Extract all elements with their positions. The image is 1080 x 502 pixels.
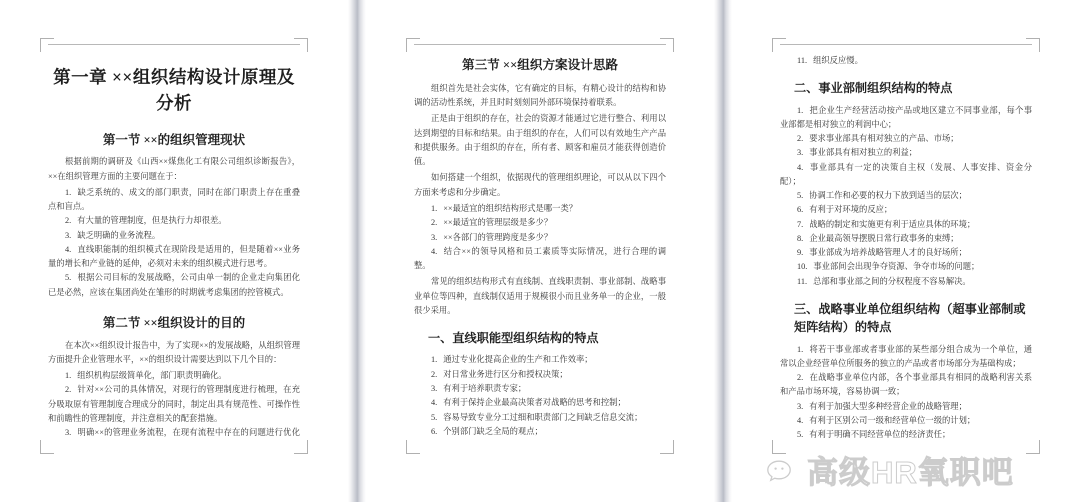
list-item-number: 4. bbox=[65, 244, 72, 254]
list-item-number: 5. bbox=[797, 191, 804, 201]
list-item bbox=[414, 396, 666, 410]
page-2-corner-top-left bbox=[406, 38, 420, 52]
list-item-text: 组织反应慢。 bbox=[813, 56, 863, 65]
list-item-text: 有利于培养职责专家； bbox=[443, 383, 527, 393]
list-item-number: 4. bbox=[797, 162, 804, 172]
list-item-text: 结合××的领导风格和员工素质等实际情况，进行合理的调整。 bbox=[414, 246, 666, 271]
page-gap-2 bbox=[714, 0, 732, 502]
numbered-list bbox=[48, 369, 300, 440]
list-item-number: 3. bbox=[431, 232, 438, 242]
list-item-number: 2. bbox=[797, 134, 804, 144]
list-item-number: 2. bbox=[797, 373, 804, 383]
list-item-text: 有利于保持企业最高决策者对战略的思考和控制； bbox=[443, 398, 626, 408]
numbered-list bbox=[414, 202, 666, 273]
page-3-blocks bbox=[780, 54, 1032, 440]
list-item bbox=[780, 54, 1032, 68]
document-page-2[interactable] bbox=[366, 0, 714, 502]
page-1-corner-bottom-right bbox=[294, 440, 308, 454]
list-item-text: ××最适宜的组织结构形式是哪一类？ bbox=[443, 204, 578, 214]
list-item-number: 9. bbox=[797, 248, 804, 258]
list-item-number: 3. bbox=[65, 230, 72, 240]
page-1-blocks bbox=[48, 131, 300, 441]
list-item-text: 个别部门缺乏全局的观点； bbox=[443, 426, 543, 436]
page-2-corner-top-right bbox=[660, 38, 674, 52]
numbered-list bbox=[780, 343, 1032, 440]
list-item-number: 4. bbox=[431, 398, 438, 408]
list-item-number: 3. bbox=[797, 401, 804, 411]
list-item bbox=[48, 243, 300, 272]
list-item bbox=[414, 231, 666, 245]
watermark bbox=[766, 448, 1078, 496]
list-item bbox=[780, 104, 1032, 133]
page-2-margin-frame bbox=[406, 44, 674, 454]
document-page-1[interactable] bbox=[0, 0, 348, 502]
numbered-heading: 二、事业部制组织结构的特点 bbox=[794, 81, 953, 96]
list-item-number: 5. bbox=[797, 430, 804, 440]
list-item-number: 1. bbox=[797, 105, 804, 115]
page-2-corner-bottom-right bbox=[660, 440, 674, 454]
list-item-number: 5. bbox=[65, 273, 72, 283]
list-item-text: 针对××公司的具体情况，对现行的管理制度进行梳理，在充分吸取原有管理制度合理成分的同时，制定出具有规范性、可操作性和前瞻性的管理制度，并注意相关的配套措施。 bbox=[48, 385, 300, 423]
numbered-list bbox=[48, 186, 300, 300]
list-item-text: 容易导致专业分工过细和职责部门之间缺乏信息交流； bbox=[443, 412, 643, 422]
list-item-number: 3. bbox=[797, 148, 804, 158]
list-item-text: 事业部具有一定的决策自主权（发展、人事安排、资金分配）； bbox=[780, 162, 1032, 186]
list-item bbox=[48, 426, 300, 440]
list-item-text: 事业部间会出现争夺资源、争夺市场的问题； bbox=[813, 262, 980, 272]
section-title: 第二节 ××组织设计的目的 bbox=[102, 315, 246, 330]
page-1-corner-top-right bbox=[294, 38, 308, 52]
list-item bbox=[414, 382, 666, 396]
list-item-number: 1. bbox=[431, 355, 438, 365]
page-3-top-margin-guide bbox=[780, 44, 1032, 45]
list-item-number: 7. bbox=[797, 219, 804, 229]
document-page-3[interactable] bbox=[732, 0, 1080, 502]
list-item-text: 将若干事业部或者事业部的某些部分组合成为一个单位，通常以企业经营单位所服务的独立的产品或者市场部分为基础构成； bbox=[780, 344, 1032, 368]
list-item-number: 11. bbox=[797, 276, 808, 286]
list-item-text: 把企业生产经营活动按产品或地区建立不同事业部，每个事业部都是相对独立的利润中心； bbox=[780, 105, 1032, 129]
list-item-text: 在战略事业单位内部，各个事业部具有相同的战略利害关系和产品市场环境，容易协调一致； bbox=[780, 373, 1032, 397]
list-item-number: 5. bbox=[431, 412, 438, 422]
list-item-text: ××最适宜的管理层级是多少？ bbox=[443, 218, 553, 228]
page-2-content bbox=[414, 54, 666, 440]
page-2-title: 第三节 ××组织方案设计思路 bbox=[461, 58, 619, 72]
list-item-text: 事业部成为培养战略管理人才的良好场所； bbox=[809, 248, 967, 258]
list-item bbox=[780, 275, 1032, 289]
page-1-corner-bottom-left bbox=[40, 440, 54, 454]
list-item bbox=[48, 186, 300, 215]
numbered-heading: 一、直线职能型组织结构的特点 bbox=[428, 331, 599, 346]
list-item-text: 战略的制定和实施更有利于适应具体的环境； bbox=[809, 219, 976, 229]
paragraph: 根据前期的调研及《山西××煤焦化工有限公司组织诊断报告》，××在组织管理方面的主要问题在于： bbox=[48, 157, 300, 181]
list-item-text: 缺乏系统的、成文的部门职责，同时在部门职责上存在重叠点和盲点。 bbox=[48, 187, 300, 212]
list-item-text: 组织机构层级简单化，部门职责明确化。 bbox=[77, 371, 227, 381]
list-item-number: 2. bbox=[65, 385, 72, 395]
list-item bbox=[48, 229, 300, 243]
list-item-text: 对日常业务进行区分和授权决策； bbox=[443, 369, 568, 379]
list-item-text: 总部和事业部之间的分权程度不容易解决。 bbox=[813, 276, 971, 286]
list-item bbox=[780, 400, 1032, 414]
list-item bbox=[414, 216, 666, 230]
chapter-title: 第一章 ××组织结构设计原理及分析 bbox=[53, 67, 295, 114]
list-item-text: 根据公司目标的发展战略，公司由单一制的企业走向集团化已是必然，应该在集团尚处在雏形的时期就考虑集团的控管模式。 bbox=[48, 273, 300, 297]
list-item bbox=[780, 371, 1032, 400]
list-item bbox=[780, 343, 1032, 372]
list-item bbox=[414, 202, 666, 216]
list-item-number: 4. bbox=[431, 246, 438, 256]
wechat-bubble-icon bbox=[766, 459, 800, 486]
numbered-heading: 三、战略事业单位组织结构（超事业部制或矩阵结构）的特点 bbox=[794, 302, 1026, 335]
page-3-corner-top-left bbox=[772, 38, 786, 52]
list-item bbox=[780, 161, 1032, 190]
list-item bbox=[780, 428, 1032, 440]
list-item bbox=[414, 368, 666, 382]
paragraph: 正是由于组织的存在，社会的资源才能通过它进行整合、利用以达到期望的目标和结果。由于组织的存在，人们可以有效地生产产品和提供服务。由于组织的存在，所有者、顾客和雇员才能获得创造价值。 bbox=[414, 114, 666, 167]
page-3-content bbox=[780, 54, 1032, 440]
page-2-top-margin-guide bbox=[414, 44, 666, 45]
page-1-content bbox=[48, 54, 300, 440]
list-item bbox=[414, 411, 666, 425]
list-item bbox=[48, 369, 300, 383]
list-item bbox=[780, 414, 1032, 428]
page-3-corner-top-right bbox=[1026, 38, 1040, 52]
watermark-text: 高级HR氧职吧 bbox=[807, 454, 1014, 490]
list-item-text: 通过专业化提高企业的生产和工作效率； bbox=[443, 355, 593, 365]
list-item bbox=[780, 232, 1032, 246]
list-item bbox=[780, 189, 1032, 203]
list-item-number: 3. bbox=[431, 383, 438, 393]
list-item bbox=[48, 271, 300, 300]
page-3-corner-bottom-left bbox=[772, 440, 786, 454]
list-item-text: 有利于区别公司一级和经营单位一级的计划； bbox=[809, 415, 976, 425]
page-1-top-margin-guide bbox=[48, 44, 300, 45]
page-2-blocks bbox=[414, 82, 666, 440]
list-item-number: 6. bbox=[431, 426, 438, 436]
list-item bbox=[780, 260, 1032, 274]
list-item bbox=[780, 132, 1032, 146]
list-item-text: 事业部具有相对独立的利益； bbox=[809, 148, 918, 158]
list-item bbox=[780, 146, 1032, 160]
list-item-text: 有利于明确不同经营单位的经济责任； bbox=[809, 430, 951, 440]
page-gap-1 bbox=[348, 0, 366, 502]
list-item bbox=[780, 203, 1032, 217]
list-item-text: 明确××的管理业务流程，在现有流程中存在的问题进行优化 bbox=[77, 428, 300, 438]
list-item-number: 1. bbox=[65, 187, 72, 197]
numbered-list bbox=[780, 54, 1032, 68]
list-item-text: ××各部门的管理跨度是多少？ bbox=[443, 232, 553, 242]
list-item-number: 3. bbox=[65, 428, 72, 438]
list-item-number: 1. bbox=[431, 204, 438, 214]
paragraph: 如何搭建一个组织，依据现代的管理组织理论，可以从以下四个方面来考虑和分步确定。 bbox=[414, 173, 666, 197]
paragraph: 常见的组织结构形式有直线制、直线职责制、事业部制、战略事业单位等四种，直线制仅适用于规模很小而且业务单一的企业，一般很少采用。 bbox=[414, 277, 666, 315]
page-2-corner-bottom-left bbox=[406, 440, 420, 454]
page-1-corner-top-left bbox=[40, 38, 54, 52]
list-item bbox=[780, 246, 1032, 260]
list-item-number: 2. bbox=[431, 369, 438, 379]
list-item bbox=[780, 218, 1032, 232]
list-item bbox=[48, 214, 300, 228]
list-item-number: 10. bbox=[797, 262, 808, 272]
numbered-list bbox=[414, 353, 666, 440]
section-title: 第一节 ××的组织管理现状 bbox=[102, 132, 246, 147]
list-item-text: 直线职能制的组织模式在现阶段是适用的，但是随着××业务量的增长和产业链的延伸，必须对未来的组织模式进行思考。 bbox=[48, 244, 300, 269]
page-1-margin-frame bbox=[40, 44, 308, 454]
list-item-text: 要求事业部具有相对独立的产品、市场； bbox=[809, 134, 959, 144]
list-item-text: 有利于加强大型多种经营企业的战略管理； bbox=[809, 401, 967, 411]
paragraph: 组织首先是社会实体，它有确定的目标，有精心设计的结构和协调的活动性系统，并且时时刻刻同外部环境保持着联系。 bbox=[414, 83, 666, 108]
list-item-text: 有大量的管理制度，但是执行力却很差。 bbox=[77, 216, 227, 226]
paragraph: 在本次××组织设计报告中，为了实现××的发展战略，从组织管理方面提升企业管理水平，××的组织设计需要达到以下几个目的： bbox=[48, 340, 300, 364]
page-3-margin-frame bbox=[772, 44, 1040, 454]
page-3-corner-bottom-right bbox=[1026, 440, 1040, 454]
list-item bbox=[48, 383, 300, 426]
list-item-number: 2. bbox=[431, 218, 438, 228]
list-item-number: 6. bbox=[797, 205, 804, 215]
list-item-number: 4. bbox=[797, 415, 804, 425]
list-item-number: 2. bbox=[65, 216, 72, 226]
list-item-text: 协调工作和必要的权力下放到适当的层次； bbox=[809, 191, 967, 201]
list-item-text: 缺乏明确的业务流程。 bbox=[77, 230, 161, 240]
list-item bbox=[414, 353, 666, 367]
list-item-number: 1. bbox=[797, 344, 804, 354]
list-item-number: 1. bbox=[65, 371, 72, 381]
numbered-list bbox=[780, 104, 1032, 289]
list-item-text: 企业最高领导摆脱日常行政事务的束缚； bbox=[809, 233, 959, 243]
list-item bbox=[414, 439, 666, 440]
list-item bbox=[414, 245, 666, 274]
list-item-number: 11. bbox=[797, 56, 808, 65]
list-item-number: 8. bbox=[797, 233, 804, 243]
list-item bbox=[414, 425, 666, 439]
list-item-text: 有利于对环境的反应； bbox=[809, 205, 893, 215]
